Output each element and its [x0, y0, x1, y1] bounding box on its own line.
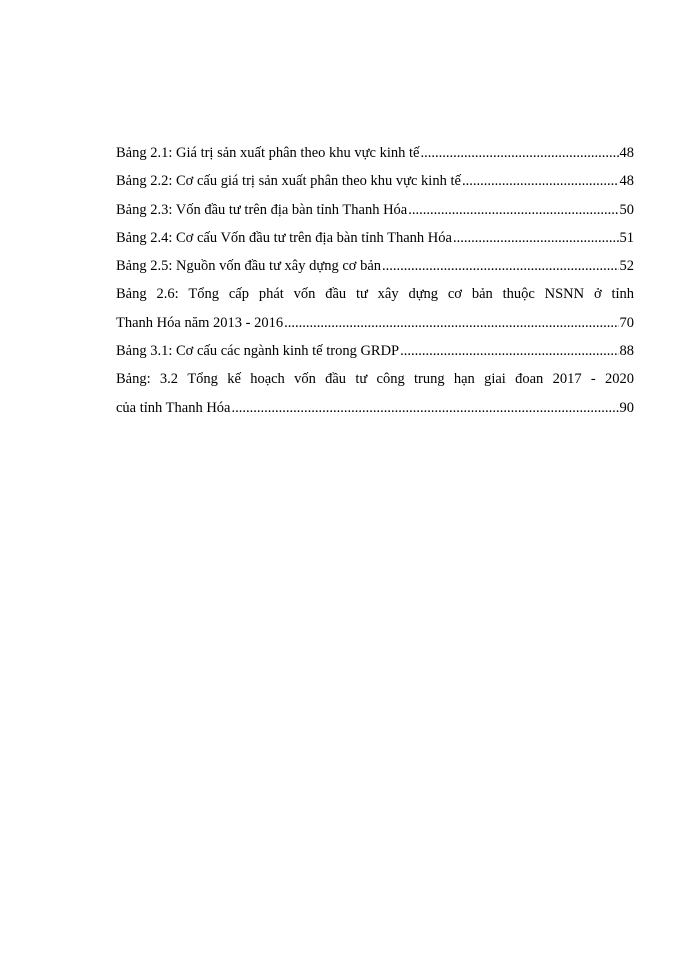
word: hạn [453, 371, 475, 388]
word: ở [593, 286, 602, 303]
word: thuộc [502, 286, 535, 303]
word: 2020 [605, 371, 634, 388]
word: tư [355, 286, 368, 303]
word: Tổng [188, 286, 220, 303]
list-of-tables [116, 139, 634, 422]
toc-entry-2-4[interactable] [116, 224, 634, 252]
toc-entry-2-3[interactable] [116, 196, 634, 224]
dot-leader [284, 309, 618, 337]
word: giai [484, 371, 506, 388]
dot-leader [232, 394, 619, 422]
toc-page-number: 70 [619, 314, 634, 331]
word: Bảng: [116, 371, 151, 388]
toc-entry-2-5[interactable] [116, 252, 634, 280]
word: bản [471, 286, 493, 303]
word: - [590, 371, 596, 388]
toc-entry-label: Bảng 2.3: Vốn đầu tư trên địa bàn tỉnh Thanh Hóa [116, 201, 408, 218]
toc-page-number: 88 [619, 343, 634, 360]
toc-entry-2-2[interactable] [116, 167, 634, 195]
word: Tổng [187, 371, 218, 388]
word: đầu [325, 371, 347, 388]
word: xây [377, 286, 399, 303]
word: 2017 [552, 371, 582, 388]
toc-page-number: 48 [619, 173, 634, 190]
toc-page-number: 50 [619, 201, 634, 218]
word: 3.2 [159, 371, 179, 388]
toc-page-number: 90 [619, 399, 634, 416]
toc-entry-3-1[interactable] [116, 337, 634, 365]
word: đầu [325, 286, 347, 303]
word: trung [413, 371, 445, 388]
dot-leader [420, 139, 618, 167]
toc-page-number: 51 [619, 229, 634, 246]
dot-leader [453, 224, 619, 252]
word: cơ [447, 286, 462, 303]
dot-leader [408, 196, 618, 224]
toc-entry-line-1 [116, 280, 634, 308]
toc-entry-line-2 [116, 394, 634, 422]
dot-leader [400, 337, 618, 365]
word: tư [355, 371, 368, 388]
toc-entry-label: Bảng 2.4: Cơ cấu Vốn đầu tư trên địa bàn tỉnh Thanh Hóa [116, 229, 452, 246]
word: Bảng [116, 286, 147, 303]
word: dựng [408, 286, 439, 303]
toc-entry-3-2[interactable] [116, 365, 634, 422]
toc-entry-line-1 [116, 365, 634, 393]
toc-entry-2-6[interactable] [116, 280, 634, 337]
dot-leader [382, 252, 618, 280]
word: NSNN [544, 286, 585, 303]
word: vốn [294, 371, 316, 388]
toc-entry-label: Bảng 2.2: Cơ cấu giá trị sản xuất phân theo khu vực kinh tế [116, 173, 461, 190]
toc-entry-label: Bảng 2.1: Giá trị sản xuất phân theo khu vực kinh tế [116, 145, 420, 161]
word: cấp [228, 286, 249, 303]
word: kế [227, 371, 241, 388]
word: tỉnh [611, 286, 634, 303]
toc-entry-label: của tỉnh Thanh Hóa [116, 399, 231, 416]
word: vốn [293, 286, 316, 303]
dot-leader [462, 167, 619, 195]
toc-entry-line-2 [116, 309, 634, 337]
toc-entry-label: Thanh Hóa năm 2013 - 2016 [116, 314, 284, 331]
toc-entry-label: Bảng 2.5: Nguồn vốn đầu tư xây dựng cơ bản [116, 258, 382, 275]
word: phát [258, 286, 284, 303]
word: công [376, 371, 405, 388]
toc-page-number: 52 [619, 258, 634, 275]
word: đoan [515, 371, 544, 388]
word: 2.6: [156, 286, 179, 303]
toc-page-number: 48 [619, 145, 634, 161]
toc-entry-label: Bảng 3.1: Cơ cấu các ngành kinh tế trong GRDP [116, 343, 400, 360]
word: hoạch [250, 371, 285, 388]
toc-entry-2-1[interactable] [116, 139, 634, 167]
